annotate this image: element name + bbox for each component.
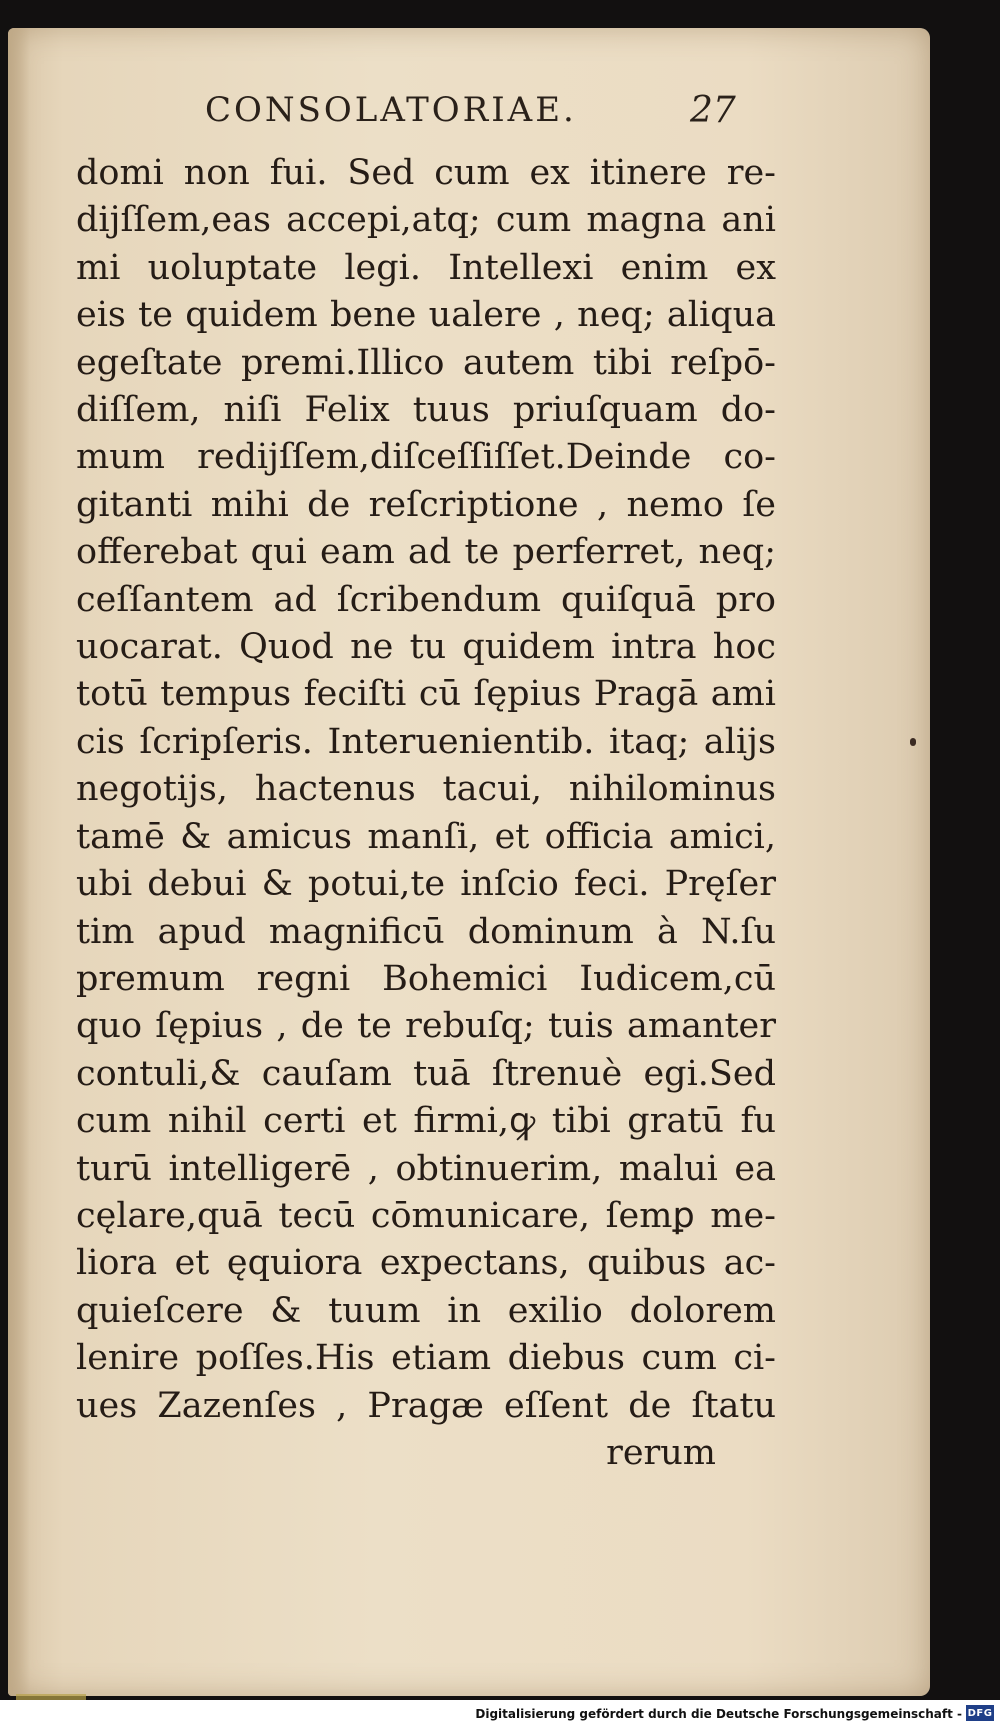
text-line: diſſem, niſi Felix tuus priuſquam do- [76,390,776,431]
text-line: cum nihil certi et firmi,ꝙ tibi gratū fu [76,1101,776,1142]
text-line: egeſtate premi.Illico autem tibi reſpō- [76,342,776,383]
text-line: turū intelligerē , obtinuerim, malui ea [76,1148,776,1189]
text-line: premum regni Bohemici Iudicem,cū [76,958,776,999]
text-line: liora et ęquiora expectans, quibus ac- [76,1243,776,1284]
text-line: dijſſem,eas accepi,atq; cum magna ani [76,200,776,241]
text-line: cis ſcripſeris. Interuenientib. itaq; alijs [76,721,776,762]
page-number: 27 [690,90,736,131]
ink-speck [910,738,916,746]
body-text [76,150,776,1477]
text-line: lenire poſſes.His etiam diebus cum ci- [76,1338,776,1379]
digitization-footer [0,1700,1000,1725]
text-line: totū tempus feciſti cū ſępius Pragā ami [76,674,776,715]
text-line: cęlare,quā tecū cōmunicare, ſemꝑ me- [76,1195,776,1236]
text-line: ubi debui & potui,te inſcio feci. Pręſer [76,864,776,905]
text-line: negotijs, hactenus tacui, nihilominus [76,769,776,810]
text-line: mum redijſſem,diſceſſiſſet.Deinde co- [76,437,776,478]
text-line: mi uoluptate legi. Intellexi enim ex [76,247,776,288]
text-line: domi non fui. Sed cum ex itinere re- [76,153,776,193]
text-line: quo ſępius , de te rebuſq; tuis amanter [76,1006,776,1047]
text-line: tamē & amicus manſi, et officia amici, [76,816,776,857]
text-line: offerebat qui eam ad te perferret, neq; [76,532,776,573]
text-line: quieſcere & tuum in exilio dolorem [76,1290,776,1331]
text-line: ceſſantem ad ſcribendum quiſquā pro [76,579,776,620]
dfg-logo-icon: DFG [966,1705,994,1721]
text-line: eis te quidem bene ualere , neq; aliqua [76,295,776,336]
running-head: CONSOLATORIAE. [205,90,577,130]
catchword: rerum [606,1432,716,1473]
text-line: uocarat. Quod ne tu quidem intra hoc [76,627,776,668]
text-line: tim apud magnificū dominum à N.ſu [76,911,776,952]
text-line: ues Zazenſes , Pragæ eſſent de ſtatu [76,1385,776,1426]
text-line: contuli,& cauſam tuā ſtrenuè egi.Sed [76,1053,776,1094]
text-line: gitanti mihi de reſcriptione , nemo ſe [76,484,776,525]
funding-credit: Digitalisierung gefördert durch die Deutsche Forschungsgemeinschaft - [475,1707,962,1721]
page-gutter-edge [8,28,30,1696]
